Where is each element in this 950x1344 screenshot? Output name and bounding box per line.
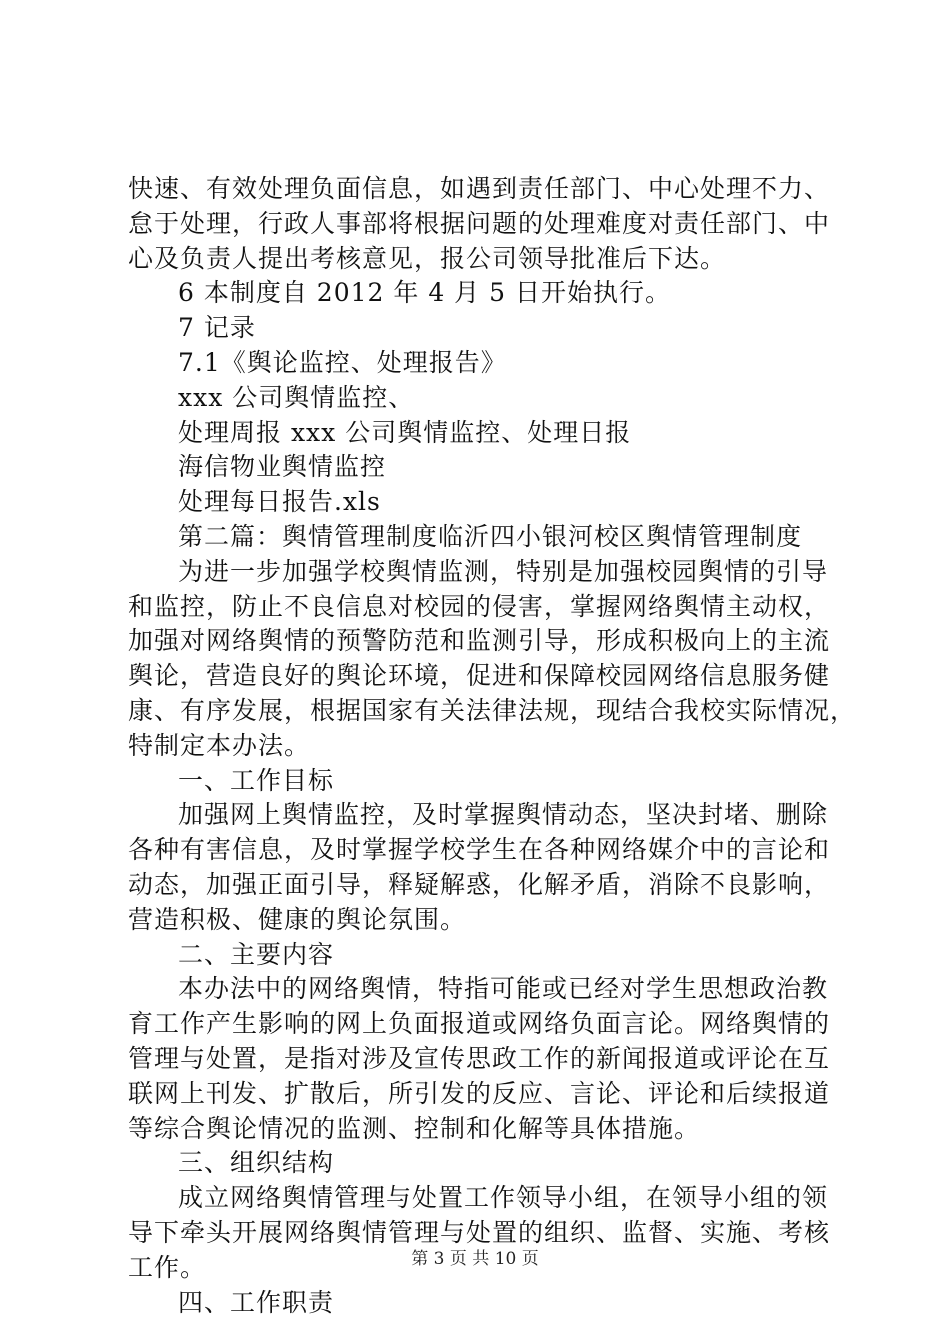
text-line: 海信物业舆情监控 <box>178 452 387 482</box>
text-line: 工作。 <box>128 1252 207 1282</box>
document-body <box>128 172 857 1320</box>
text-line: 第二篇：舆情管理制度临沂四小银河校区舆情管理制度 <box>178 521 803 551</box>
text-line: 怠于处理，行政人事部将根据问题的处理难度对责任部门、中 <box>128 208 831 238</box>
text-line: 康、有序发展，根据国家有关法律法规，现结合我校实际情况， <box>128 695 857 725</box>
text-line: 和监控，防止不良信息对校园的侵害，掌握网络舆情主动权， <box>128 591 831 621</box>
text-line: 加强网上舆情监控，及时掌握舆情动态，坚决封堵、删除 <box>178 800 829 830</box>
text-line: 快速、有效处理负面信息，如遇到责任部门、中心处理不力、 <box>128 174 831 203</box>
text-line: 育工作产生影响的网上负面报道或网络负面言论。网络舆情的 <box>128 1009 831 1039</box>
text-line: 7 记录 <box>178 313 256 343</box>
page-footer: 第 3 页 共 10 页 <box>411 1249 539 1269</box>
text-line: 管理与处置，是指对涉及宣传思政工作的新闻报道或评论在互 <box>128 1043 831 1073</box>
text-line: 为进一步加强学校舆情监测，特别是加强校园舆情的引导 <box>178 556 829 586</box>
text-line: 处理每日报告.xls <box>178 487 381 517</box>
text-line: 加强对网络舆情的预警防范和监测引导，形成积极向上的主流 <box>128 626 831 656</box>
text-line: 心及负责人提出考核意见，报公司领导批准后下达。 <box>128 243 727 273</box>
text-line: 二、主要内容 <box>178 939 335 969</box>
text-line: 四、工作职责 <box>178 1287 335 1317</box>
text-line: 等综合舆论情况的监测、控制和化解等具体措施。 <box>128 1113 701 1143</box>
text-line: 特制定本办法。 <box>128 730 311 760</box>
text-line: 营造积极、健康的舆论氛围。 <box>128 904 467 934</box>
text-line: 成立网络舆情管理与处置工作领导小组，在领导小组的领 <box>178 1183 829 1213</box>
text-line: 导下牵头开展网络舆情管理与处置的组织、监督、实施、考核 <box>128 1217 831 1247</box>
text-line: 本办法中的网络舆情，特指可能或已经对学生思想政治教 <box>178 974 829 1004</box>
text-line: 联网上刊发、扩散后，所引发的反应、言论、评论和后续报道 <box>128 1078 831 1108</box>
text-line: 一、工作目标 <box>178 765 335 795</box>
text-line: 舆论，营造良好的舆论环境，促进和保障校园网络信息服务健 <box>128 661 831 691</box>
text-line: 动态，加强正面引导，释疑解惑，化解矛盾，消除不良影响， <box>128 869 831 899</box>
text-line: xxx 公司舆情监控、 <box>178 382 415 412</box>
text-line: 三、组织结构 <box>178 1148 335 1178</box>
text-line: 各种有害信息，及时掌握学校学生在各种网络媒介中的言论和 <box>128 835 831 865</box>
text-line: 7.1《舆论监控、处理报告》 <box>178 347 507 377</box>
text-line: 6 本制度自 2012 年 4 月 5 日开始执行。 <box>178 278 671 308</box>
text-line: 处理周报 xxx 公司舆情监控、处理日报 <box>178 417 632 447</box>
